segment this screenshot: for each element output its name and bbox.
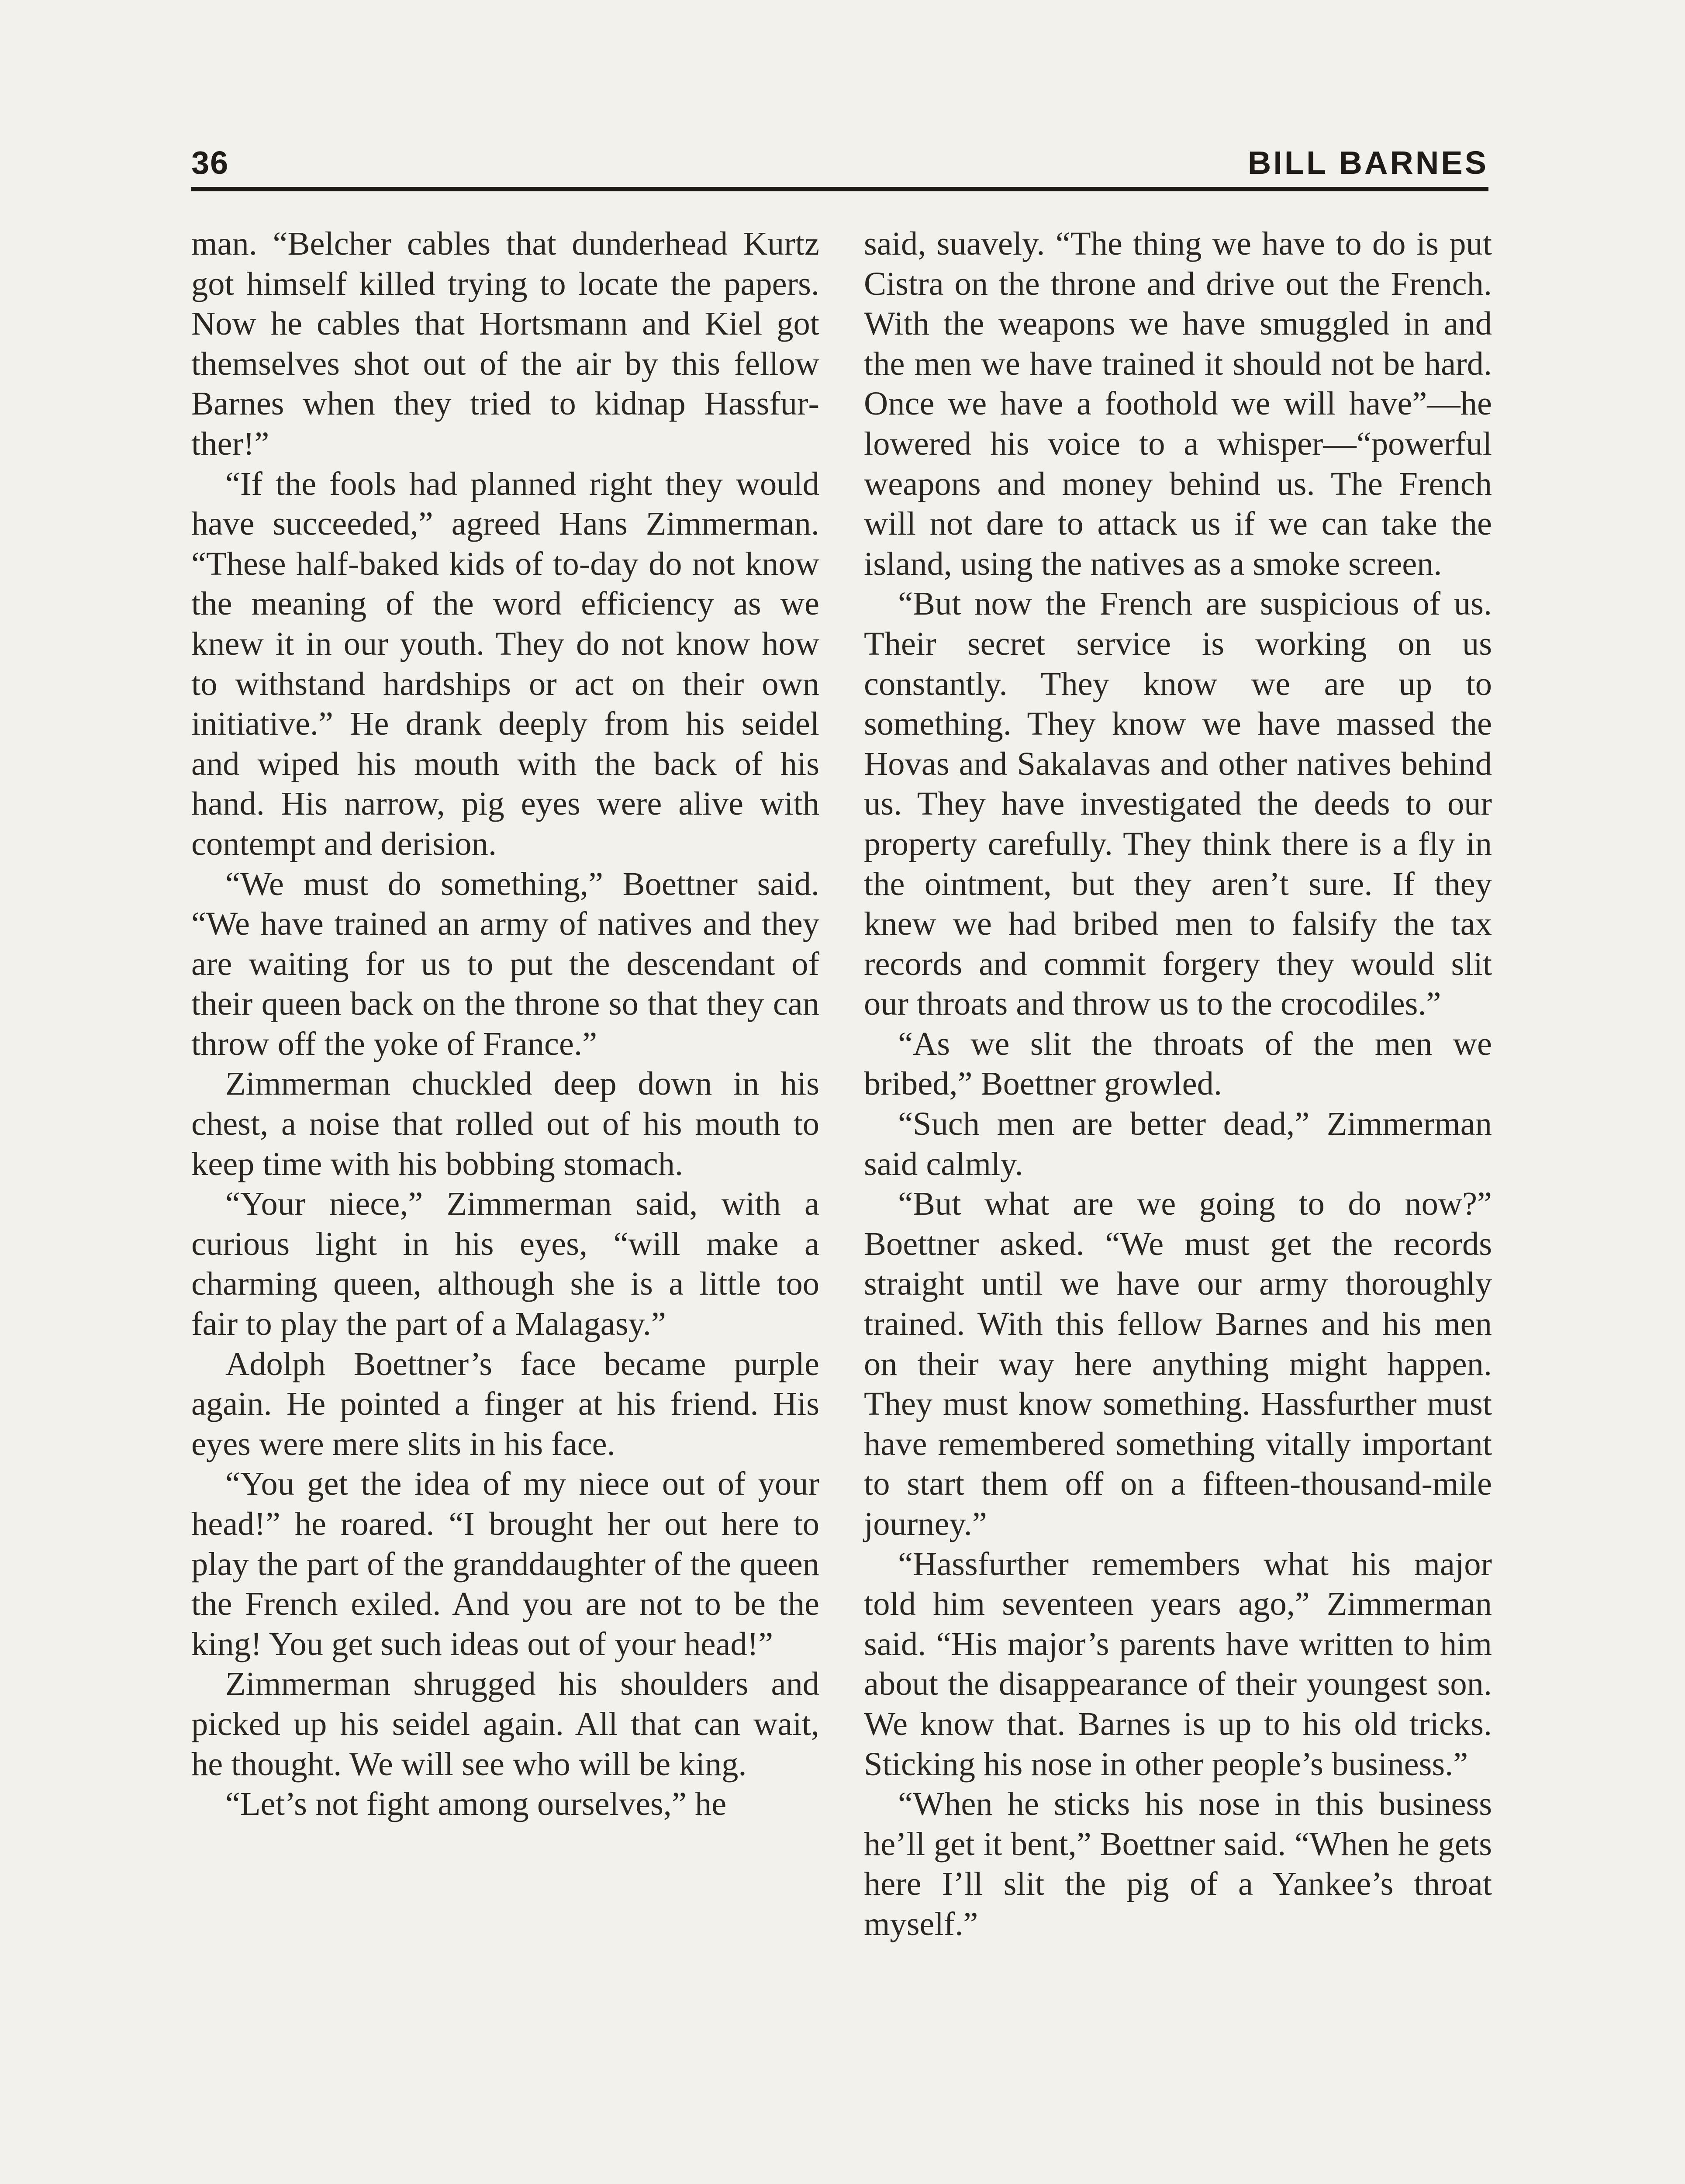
paragraph: “When he sticks his nose in this business he’ll get it bent,” Boettner said. “When he gets here I’ll slit the pig of a Yankee’s throat myself.” [864, 1785, 1492, 1942]
paragraph: “But now the French are suspicious of us. Their secret service is working on us constantly. They know we are up to something. They know we have massed the Hovas and Sakalavas and other natives behind us. They have investigated the deeds to our property carefully. They think there is a fly in the ointment, but they aren’t sure. If they knew we had bribed men to falsify the tax records and commit forgery they would slit our throats and throw us to the crocodiles.” [864, 585, 1492, 1023]
paragraph: “Your niece,” Zimmerman said, with a curious light in his eyes, “will make a charming queen, although she is a little too fair to play the part of a Malagasy.” [191, 1185, 819, 1343]
paragraph: “Hassfurther remembers what his major told him seventeen years ago,” Zimmerman said. “His major’s parents have written to him about the disappearance of their youngest son. We know that. Barnes is up to his old tricks. Sticking his nose in other people’s business.” [864, 1545, 1492, 1783]
page-number: 36 [191, 145, 229, 181]
paragraph: “Such men are better dead,” Zimmerman said calmly. [864, 1105, 1492, 1182]
paragraph: “As we slit the throats of the men we bribed,” Boettner growled. [864, 1025, 1492, 1102]
right-column [864, 224, 1492, 1944]
paragraph: “If the fools had planned right they would have succeeded,” agreed Hans Zimmerman. “These half-baked kids of to-day do not know the meaning of the word efficiency as we knew it in our youth. They do not know how to withstand hardships or act on their own initiative.” He drank deeply from his seidel and wiped his mouth with the back of his hand. His narrow, pig eyes were alive with contempt and derision. [191, 465, 819, 862]
paragraph: Adolph Boettner’s face became purple again. He pointed a finger at his friend. His eyes were mere slits in his face. [191, 1345, 819, 1462]
running-head: BILL BARNES [1247, 145, 1488, 181]
header-rule [191, 187, 1488, 191]
paragraph: “We must do something,” Boettner said. “We have trained an army of natives and they are waiting for us to put the descendant of their queen back on the throne so that they can throw off the yoke of France.” [191, 865, 819, 1062]
paragraph: man. “Belcher cables that dunderhead Kurtz got himself killed trying to locate the papers. Now he cables that Hortsmann and Kiel got themselves shot out of the air by this fellow Barnes when they tried to kidnap Hassfurther!” [191, 225, 819, 462]
page-header [191, 144, 1488, 192]
paragraph: said, suavely. “The thing we have to do is put Cistra on the throne and drive out the French. With the weapons we have smuggled in and the men we have trained it should not be hard. Once we have a foothold we will have”—he lowered his voice to a whisper—“powerful weapons and money behind us. The French will not dare to attack us if we can take the island, using the natives as a smoke screen. [864, 225, 1492, 582]
left-column [191, 224, 819, 1824]
paragraph: “You get the idea of my niece out of your head!” he roared. “I brought her out here to play the part of the granddaughter of the queen the French exiled. And you are not to be the king! You get such ideas out of your head!” [191, 1465, 819, 1662]
paragraph: “Let’s not fight among ourselves,” he [225, 1785, 727, 1823]
paragraph: Zimmerman chuckled deep down in his chest, a noise that rolled out of his mouth to keep time with his bobbing stomach. [191, 1065, 819, 1182]
paragraph: “But what are we going to do now?” Boettner asked. “We must get the records straight until we have our army thoroughly trained. With this fellow Barnes and his men on their way here anything might happen. They must know something. Hassfurther must have remembered something vitally important to start them off on a fifteen-thousand-mile journey.” [864, 1185, 1492, 1542]
paragraph: Zimmerman shrugged his shoulders and picked up his seidel again. All that can wait, he thought. We will see who will be king. [191, 1665, 819, 1783]
